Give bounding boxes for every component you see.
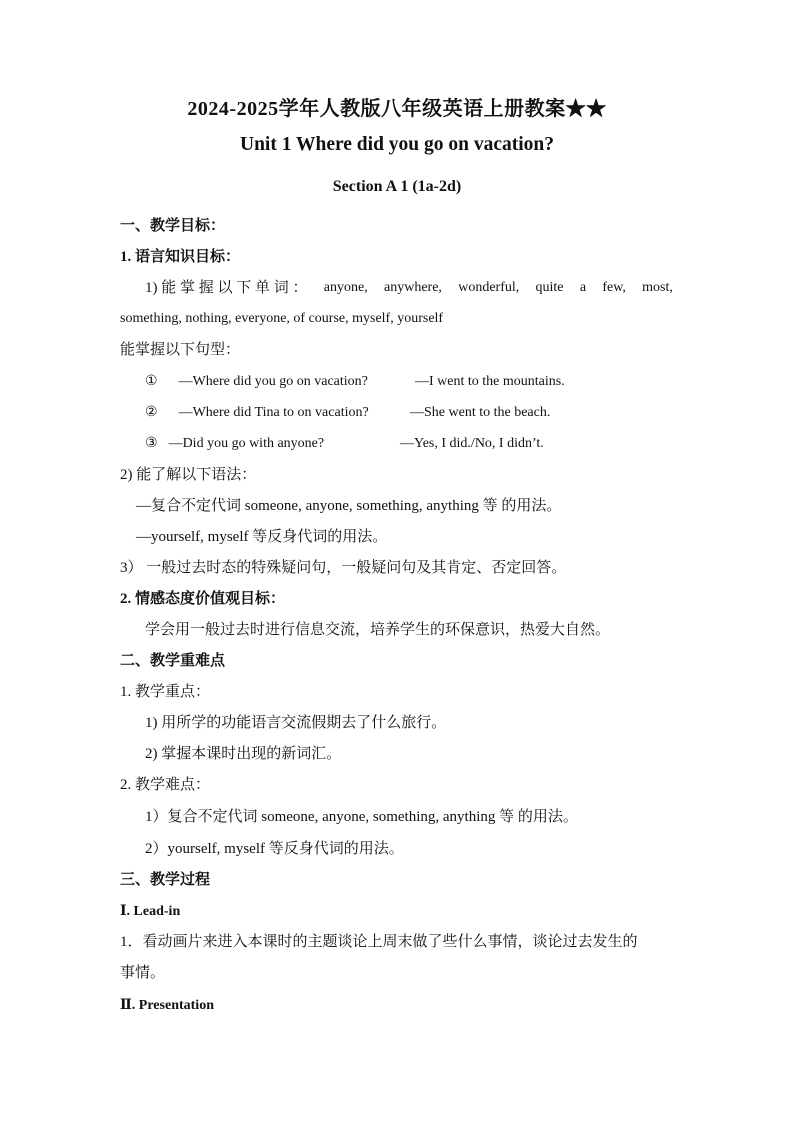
sentence-row — [145, 403, 369, 423]
difficulty-item: 2）yourself, myself 等反身代词的用法。 — [145, 841, 404, 857]
emotion-goal-heading: 2. 情感态度价值观目标： — [120, 591, 286, 607]
lead-in-heading: Ⅰ. Lead-in — [120, 904, 181, 919]
sentence-number: ③ — [145, 436, 158, 451]
emotion-goal-text: 学会用一般过去时进行信息交流，培养学生的环保意识，热爱大自然。 — [145, 622, 611, 638]
sentence-number: ① — [145, 374, 158, 389]
document-title: 2024-2025学年人教版八年级英语上册教案★★ — [187, 98, 607, 120]
vocab-word: quite — [535, 280, 564, 295]
sentence-number: ② — [145, 405, 158, 420]
sentence-question: —Where did you go on vacation? — [178, 374, 368, 389]
lead-in-text: 1．看动画片来进入本课时的主题谈论上周末做了些什么事情，谈论过去发生的 — [120, 934, 638, 950]
vocab-line-1 — [145, 278, 673, 298]
section-heading-key-points: 二、教学重难点 — [120, 653, 226, 669]
sentence-answer: —Yes, I did./No, I didn’t. — [400, 436, 544, 451]
section-heading-objectives: 一、教学目标： — [120, 218, 226, 234]
section-title: Section A 1 (1a-2d) — [332, 178, 462, 195]
vocab-word: anyone, — [323, 280, 368, 295]
difficulties-heading: 2. 教学难点： — [120, 777, 211, 793]
vocab-word: few, — [602, 280, 626, 295]
key-points-heading: 1. 教学重点： — [120, 684, 211, 700]
sentence-question: —Did you go with anyone? — [168, 436, 325, 451]
vocab-word: anywhere, — [384, 280, 442, 295]
sentence-row — [145, 434, 324, 454]
grammar-item: 3） 一般过去时态的特殊疑问句，一般疑问句及其肯定、否定回答。 — [120, 560, 567, 576]
vocab-prefix: 1) 能 掌 握 以 下 单 词 ： — [145, 280, 308, 296]
sentence-intro: 能掌握以下句型： — [120, 342, 241, 358]
lead-in-text: 事情。 — [120, 965, 166, 981]
section-heading-procedure: 三、教学过程 — [120, 872, 211, 888]
grammar-intro: 2) 能了解以下语法： — [120, 467, 257, 483]
vocab-word: a — [579, 280, 587, 295]
sentence-answer: —She went to the beach. — [410, 405, 551, 420]
language-goal-heading: 1. 语言知识目标： — [120, 249, 241, 265]
sentence-answer: —I went to the mountains. — [415, 374, 565, 389]
sentence-question: —Where did Tina to on vacation? — [178, 405, 369, 420]
sentence-row — [145, 372, 368, 392]
vocab-word: most, — [642, 280, 673, 295]
grammar-item: —yourself, myself 等反身代词的用法。 — [136, 529, 388, 545]
vocab-word: wonderful, — [458, 280, 520, 295]
grammar-item: —复合不定代词 someone, anyone, something, anything 等 的用法。 — [136, 498, 562, 514]
presentation-heading: Ⅱ. Presentation — [120, 998, 214, 1013]
key-point-item: 2) 掌握本课时出现的新词汇。 — [145, 746, 342, 762]
unit-title: Unit 1 Where did you go on vacation? — [239, 134, 555, 155]
key-point-item: 1) 用所学的功能语言交流假期去了什么旅行。 — [145, 715, 447, 731]
vocab-line-2: something, nothing, everyone, of course, myself, yourself — [120, 311, 444, 326]
difficulty-item: 1）复合不定代词 someone, anyone, something, anything 等 的用法。 — [145, 809, 578, 825]
